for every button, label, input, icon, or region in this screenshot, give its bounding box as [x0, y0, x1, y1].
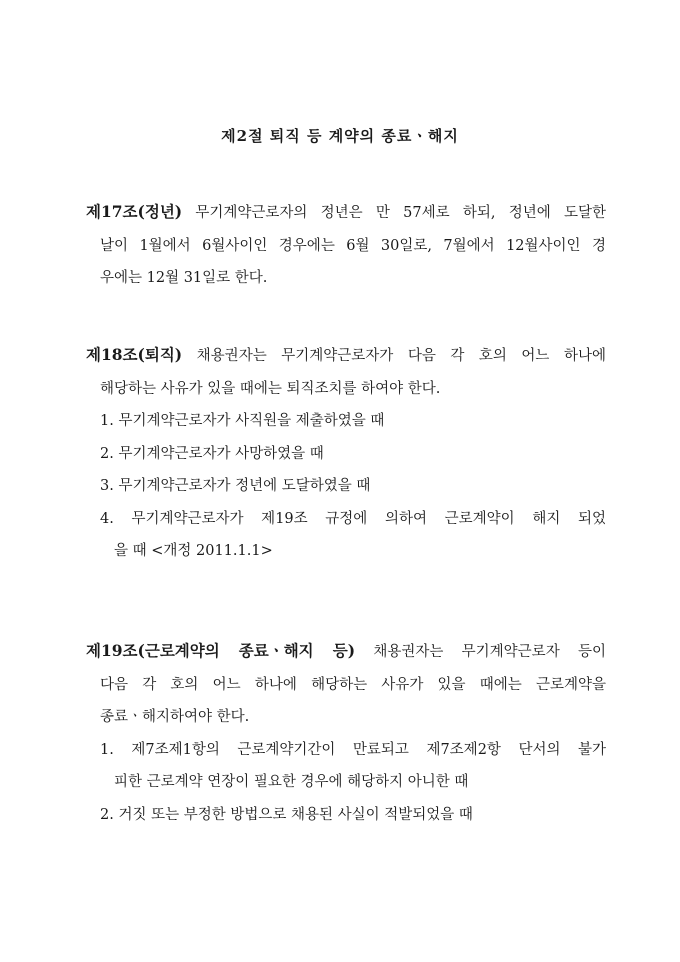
article-17-line-3: 우에는 12월 31일로 한다. — [100, 270, 268, 286]
article-17-line-1 — [86, 196, 606, 230]
article-17-text-1: 무기계약근로자의 정년은 만 57세로 하되, 정년에 도달한 — [195, 205, 606, 221]
article-19-text-1: 채용권자는 무기계약근로자 등이 — [373, 644, 606, 660]
article-17-heading: 제17조(정년) — [86, 202, 183, 221]
list-item: 2. 무기계약근로자가 사망하였을 때 — [100, 445, 324, 462]
article-18 — [86, 339, 606, 568]
list-item: 1. 제7조제1항의 근로계약기간이 만료되고 제7조제2항 단서의 불가 — [100, 741, 606, 758]
article-19-line-2: 다음 각 호의 어느 하나에 해당하는 사유가 있을 때에는 근로계약을 — [100, 676, 606, 693]
list-item-continuation: 을 때 <개정 2011.1.1> — [114, 543, 273, 559]
section-title: 제2절 퇴직 등 계약의 종료ㆍ해지 — [221, 127, 459, 145]
article-18-text-1: 채용권자는 무기계약근로자가 다음 각 호의 어느 하나에 — [196, 348, 606, 364]
article-19 — [86, 635, 606, 831]
list-item: 1. 무기계약근로자가 사직원을 제출하였을 때 — [100, 413, 385, 429]
article-18-line-1 — [86, 339, 606, 373]
list-item: 4. 무기계약근로자가 제19조 규정에 의하여 근로계약이 해지 되었 — [100, 510, 606, 527]
article-19-line-1 — [86, 635, 606, 669]
list-item-continuation: 피한 근로계약 연장이 필요한 경우에 해당하지 아니한 때 — [114, 774, 469, 790]
article-19-heading: 제19조(근로계약의 종료ㆍ해지 등) — [86, 641, 356, 660]
article-19-line-3: 종료ㆍ해지하여야 한다. — [100, 709, 250, 725]
list-item: 3. 무기계약근로자가 정년에 도달하였을 때 — [100, 478, 371, 494]
article-17 — [86, 196, 606, 295]
article-18-heading: 제18조(퇴직) — [86, 345, 183, 364]
article-17-line-2: 날이 1월에서 6월사이인 경우에는 6월 30일로, 7월에서 12월사이인 경 — [100, 237, 606, 254]
list-item: 2. 거짓 또는 부정한 방법으로 채용된 사실이 적발되었을 때 — [100, 806, 473, 823]
article-18-line-2: 해당하는 사유가 있을 때에는 퇴직조치를 하여야 한다. — [100, 380, 441, 397]
